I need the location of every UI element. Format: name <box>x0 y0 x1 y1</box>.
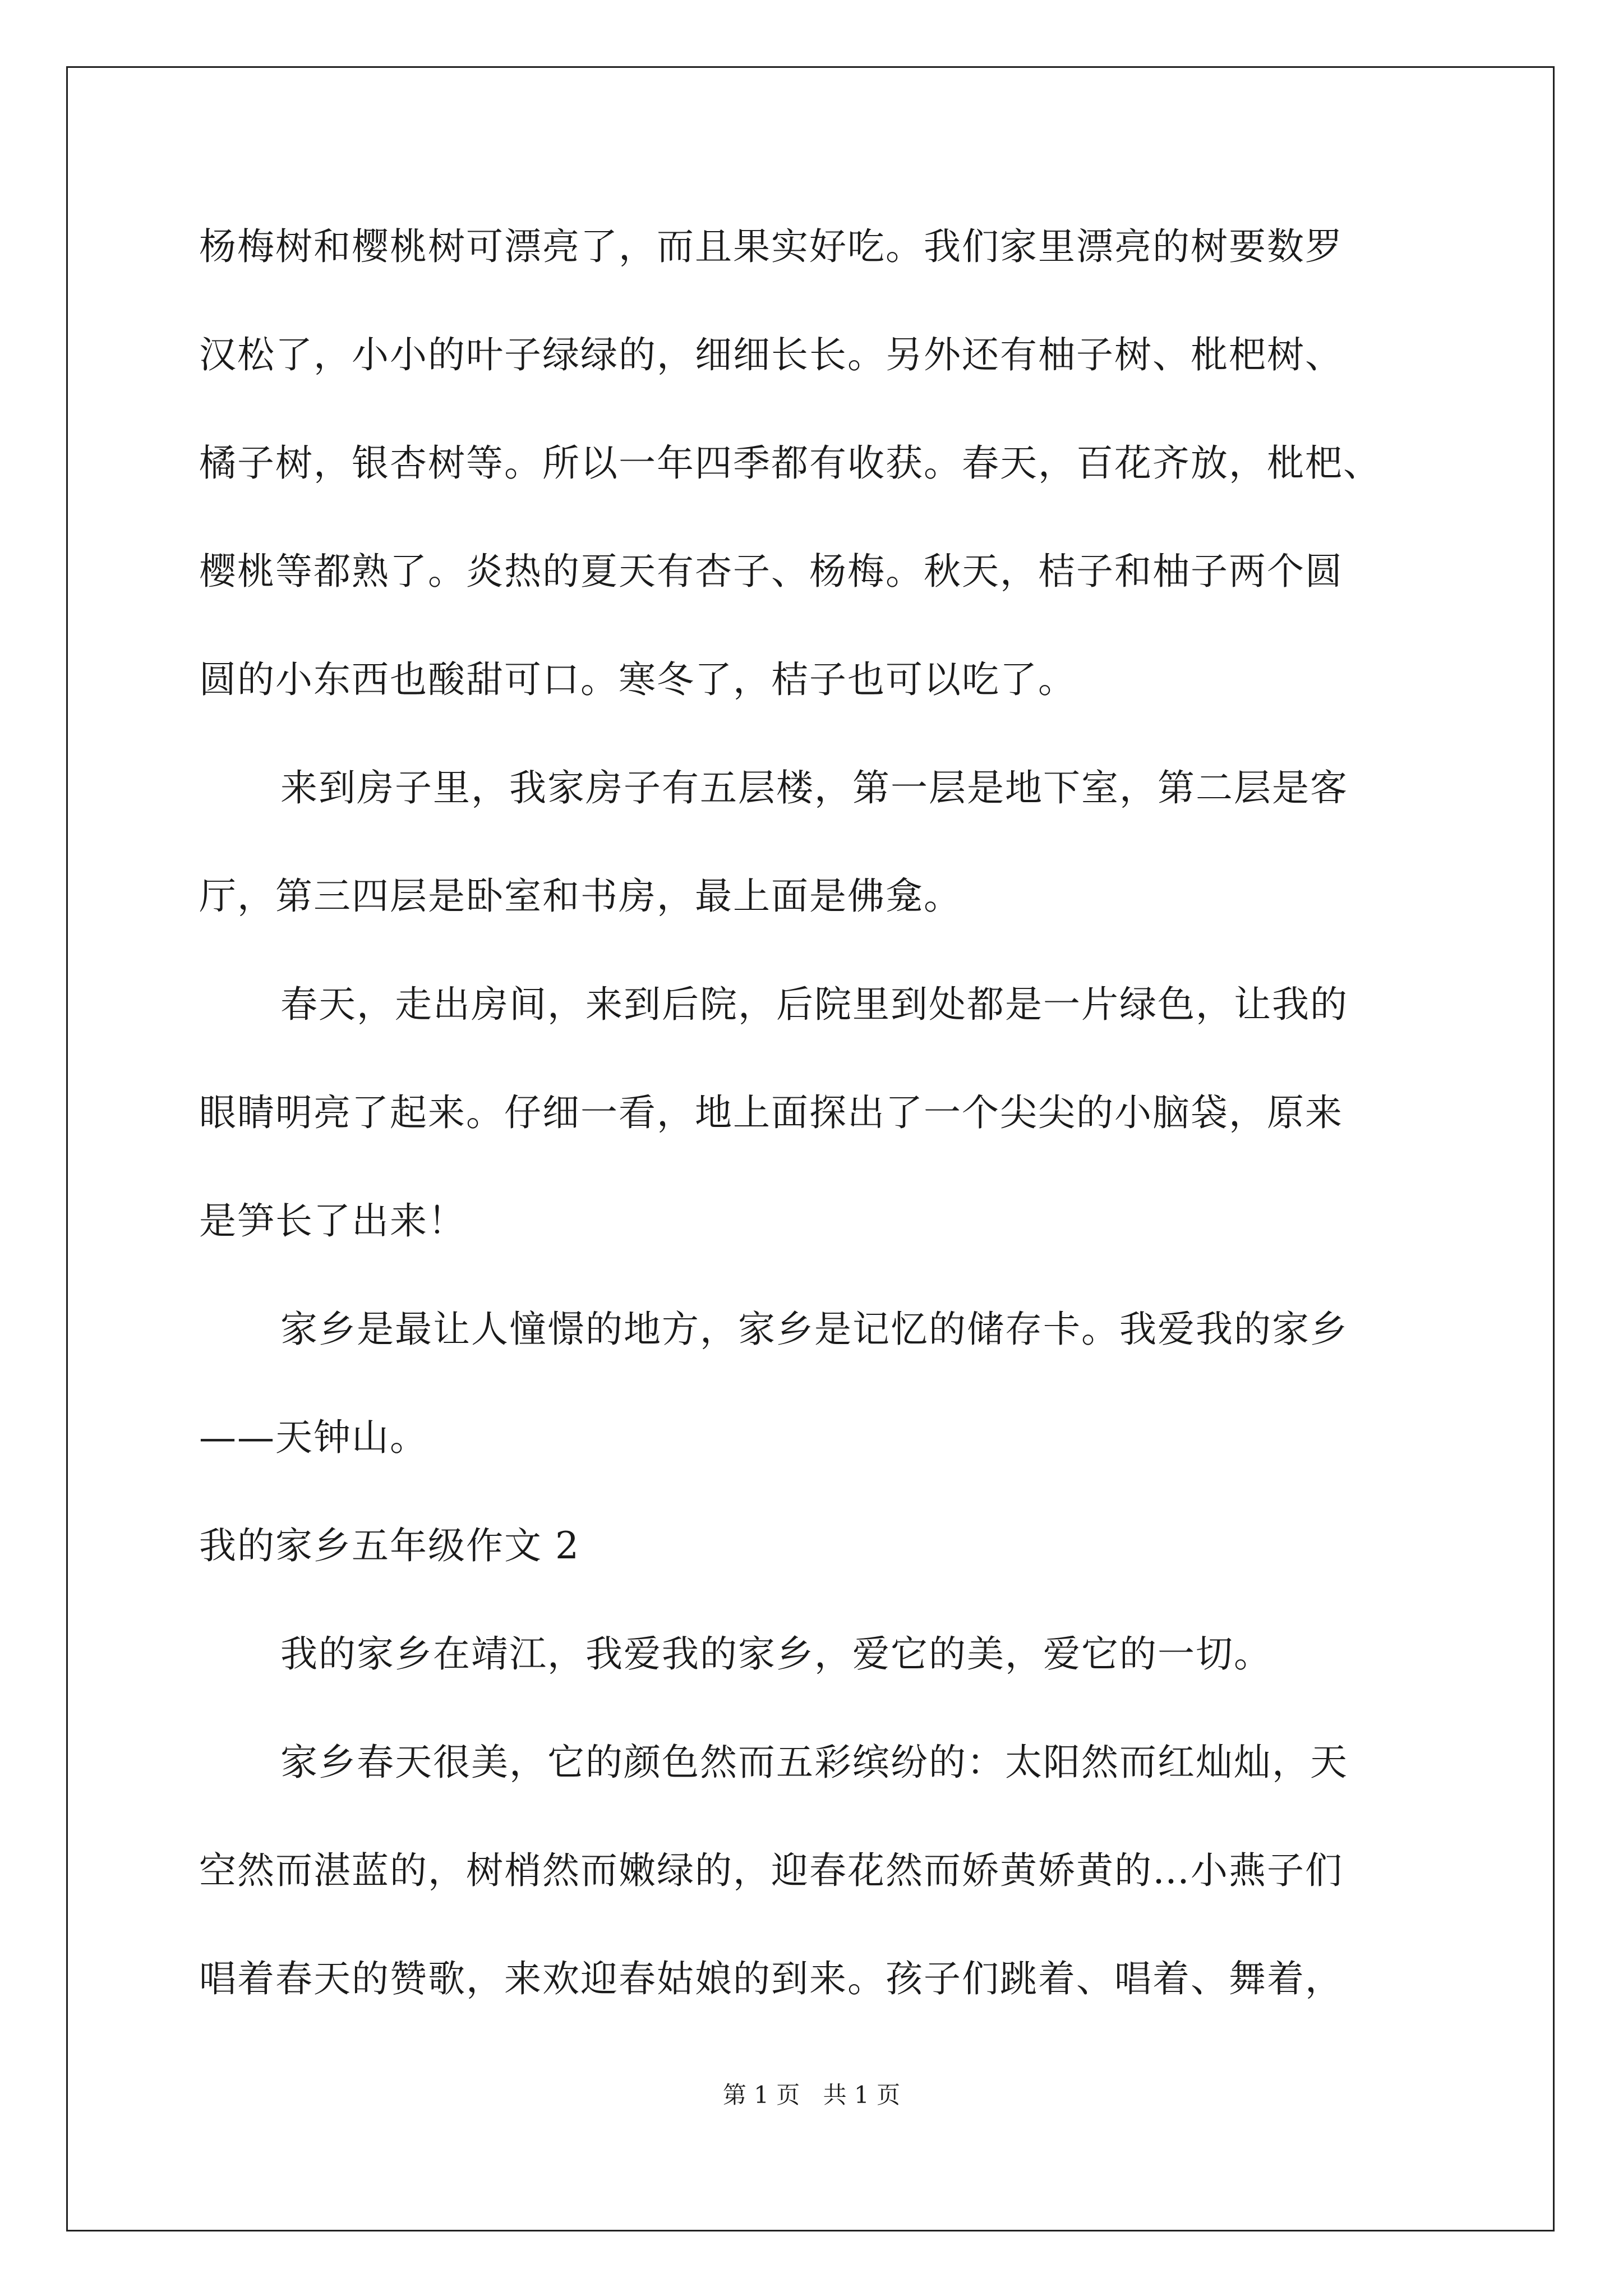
text-line: 圆的小东西也酸甜可口。寒冬了，桔子也可以吃了。 <box>199 658 1076 701</box>
text-line: 杨梅树和樱桃树可漂亮了，而且果实好吃。我们家里漂亮的树要数罗 <box>199 225 1343 268</box>
paragraph-start-line: 家乡是最让人憧憬的地方，家乡是记忆的储存卡。我爱我的家乡 <box>280 1308 1348 1351</box>
document-body <box>199 213 1450 2054</box>
text-line: 空然而湛蓝的，树梢然而嫩绿的，迎春花然而娇黄娇黄的…小燕子们 <box>199 1849 1343 1892</box>
paragraph-start-line: 家乡春天很美，它的颜色然而五彩缤纷的：太阳然而红灿灿，天 <box>280 1741 1348 1784</box>
text-line: ——天钟山。 <box>199 1416 428 1459</box>
page-total: 共 1 页 <box>823 2081 901 2109</box>
text-line: 眼睛明亮了起来。仔细一看，地上面探出了一个尖尖的小脑袋，原来 <box>199 1091 1343 1134</box>
text-line: 樱桃等都熟了。炎热的夏天有杏子、杨梅。秋天，桔子和柚子两个圆 <box>199 550 1343 593</box>
page-number: 第 1 页 <box>722 2081 800 2109</box>
paragraph-start-line: 春天，走出房间，来到后院，后院里到处都是一片绿色，让我的 <box>280 983 1348 1026</box>
paragraph-start-line: 来到房子里，我家房子有五层楼，第一层是地下室，第二层是客 <box>280 766 1348 809</box>
text-line: 是笋长了出来！ <box>199 1199 466 1243</box>
page-footer <box>0 2078 1623 2112</box>
section-heading: 我的家乡五年级作文 2 <box>199 1524 580 1567</box>
text-line: 汉松了，小小的叶子绿绿的，细细长长。另外还有柚子树、枇杷树、 <box>199 333 1343 376</box>
text-line: 橘子树，银杏树等。所以一年四季都有收获。春天，百花齐放，枇杷、 <box>199 441 1381 485</box>
text-line: 唱着春天的赞歌，来欢迎春姑娘的到来。孩子们跳着、唱着、舞着， <box>199 1957 1343 2000</box>
text-line: 厅，第三四层是卧室和书房，最上面是佛龛。 <box>199 875 962 918</box>
paragraph-start-line: 我的家乡在靖江，我爱我的家乡，爱它的美，爱它的一切。 <box>280 1632 1272 1676</box>
